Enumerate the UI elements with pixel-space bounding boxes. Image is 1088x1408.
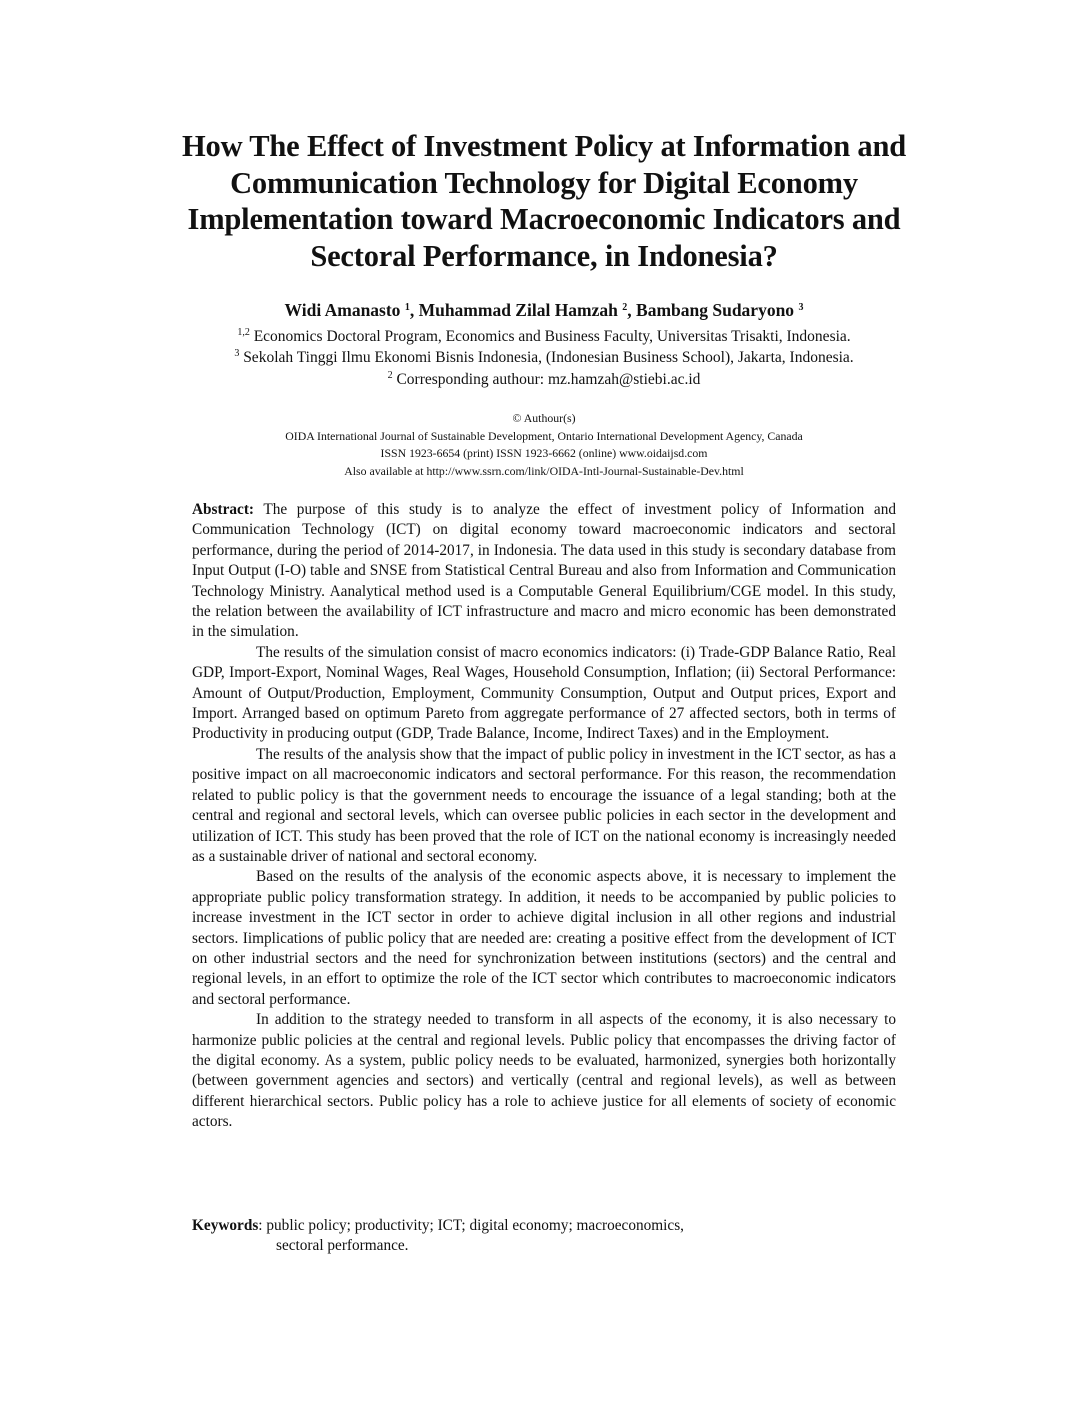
keywords	[192, 1216, 896, 1257]
abstract-paragraph: The results of the analysis show that the impact of public policy in investment in the ICT sector, as has a positive impact on all macroeconomic indicators and sectoral performance. For this reason, the recommendation related to public policy is that the government needs to encourage the issuance of a legal standing; both at the central and regional and sectoral levels, which can oversee public policies in each sector in the development and utilization of ICT. This study has been proved that the role of ICT on the national economy is increasingly needed as a sustainable driver of national and sectoral economy.	[192, 745, 896, 865]
title-line: How The Effect of Investment Policy at Information and	[182, 129, 906, 163]
journal-issn: ISSN 1923-6654 (print) ISSN 1923-6662 (online) www.oidaijsd.com	[380, 446, 708, 461]
author-name: Bambang Sudaryono	[636, 300, 795, 320]
author-sup: 2	[622, 302, 628, 313]
abstract-paragraph: Based on the results of the analysis of the economic aspects above, it is necessary to implement the appropriate public policy transformation strategy. In addition, it needs to be accompanied by public policies to increase investment in the ICT sector in order to achieve digital inclusion in all other regions and industrial sectors. Iimplications of public policy that are needed are: creating a positive effect from the development of ICT on other industrial sectors and the need for synchronization between institutions (sectors) and the central and regional levels, in an effort to optimize the role of the ICT sector which contributes to macroeconomic indicators and sectoral performance.	[192, 868, 896, 1008]
title-line: Communication Technology for Digital Economy	[230, 165, 858, 200]
affiliation-sup: 3	[234, 348, 240, 359]
author-list: Widi Amanasto $^1$, Muhammad Zilal Hamzah $^2$, Bambang Sudaryono $^3$	[284, 300, 804, 320]
corresponding-author	[100, 366, 988, 390]
keywords-label: Keywords	[192, 1217, 259, 1234]
title-line: Sectoral Performance, in Indonesia?	[310, 238, 778, 273]
keywords-line: sectoral performance.	[276, 1237, 409, 1255]
title-line: Implementation toward Macroeconomic Indicators and	[187, 202, 901, 236]
author-name: Widi Amanasto	[284, 300, 401, 320]
affiliation-text: Economics Doctoral Program, Economics and Business Faculty, Universitas Trisakti, Indonesia.	[253, 328, 851, 345]
abstract	[192, 500, 896, 1133]
affiliation-sup: 2	[387, 370, 393, 381]
journal-info	[140, 410, 948, 481]
abstract-text: The purpose of this study is to analyze the effect of investment policy of Information and Communication Technology (ICT) on digital economy toward macroeconomic indicators and sectoral performance, during the period of 2014-2017, in Indonesia. The data used in this study is secondary database from Input Output (I-O) table and SNSE from Statistical Central Bureau and also from Information and Communication Technology Ministry. Aanalytical method used is a Computable General Equilibrium/CGE model. In this study, the relation between the availability of ICT infrastructure and macro and micro economic has been demonstrated in the simulation.	[192, 501, 896, 641]
journal-name: OIDA International Journal of Sustainable Development, Ontario International Development Agency, Canada	[285, 428, 803, 443]
abstract-paragraph	[192, 500, 896, 643]
author-sup: 3	[798, 302, 804, 313]
copyright-line: © Authour(s)	[512, 411, 576, 425]
affiliation-text: Corresponding authour: mz.hamzah@stiebi.ac.id	[396, 371, 701, 388]
keywords-line: : public policy; productivity; ICT; digital economy; macroeconomics,	[258, 1217, 684, 1234]
abstract-paragraph: In addition to the strategy needed to transform in all aspects of the economy, it is also necessary to harmonize public policies at the central and regional levels. Public policy that encompasses the driving factor of the digital economy. As a system, public policy needs to be evaluated, harmonized, synergies both horizontally (between government agencies and sectors) and vertically (central and regional levels), as well as between different hierarchical sectors. Public policy has a role to achieve justice for all elements of society of economic actors.	[192, 1011, 896, 1131]
affiliation-sup: 1,2	[237, 327, 250, 338]
paper-title	[140, 128, 948, 274]
journal-availability: Also available at http://www.ssrn.com/link/OIDA-Intl-Journal-Sustainable-Dev.html	[344, 464, 744, 479]
author-name: Muhammad Zilal Hamzah	[418, 300, 618, 320]
abstract-label: Abstract:	[192, 501, 255, 518]
author-sup: 1	[404, 302, 410, 313]
affiliation	[100, 344, 988, 368]
affiliation-text: Sekolah Tinggi Ilmu Ekonomi Bisnis Indonesia, (Indonesian Business School), Jakarta, Indonesia.	[243, 349, 854, 366]
abstract-paragraph: The results of the simulation consist of macro economics indicators: (i) Trade-GDP Balance Ratio, Real GDP, Import-Export, Nominal Wages, Real Wages, Household Consumption, Inflation; (ii) Sectoral Performance: Amount of Output/Production, Employment, Community Consumption, Output and Output prices, Export and Import. Arranged based on optimum Pareto from aggregate performance of 27 affected sectors, both in terms of Productivity in producing output (GDP, Trade Balance, Income, Indirect Taxes) and in the Employment.	[192, 643, 896, 743]
